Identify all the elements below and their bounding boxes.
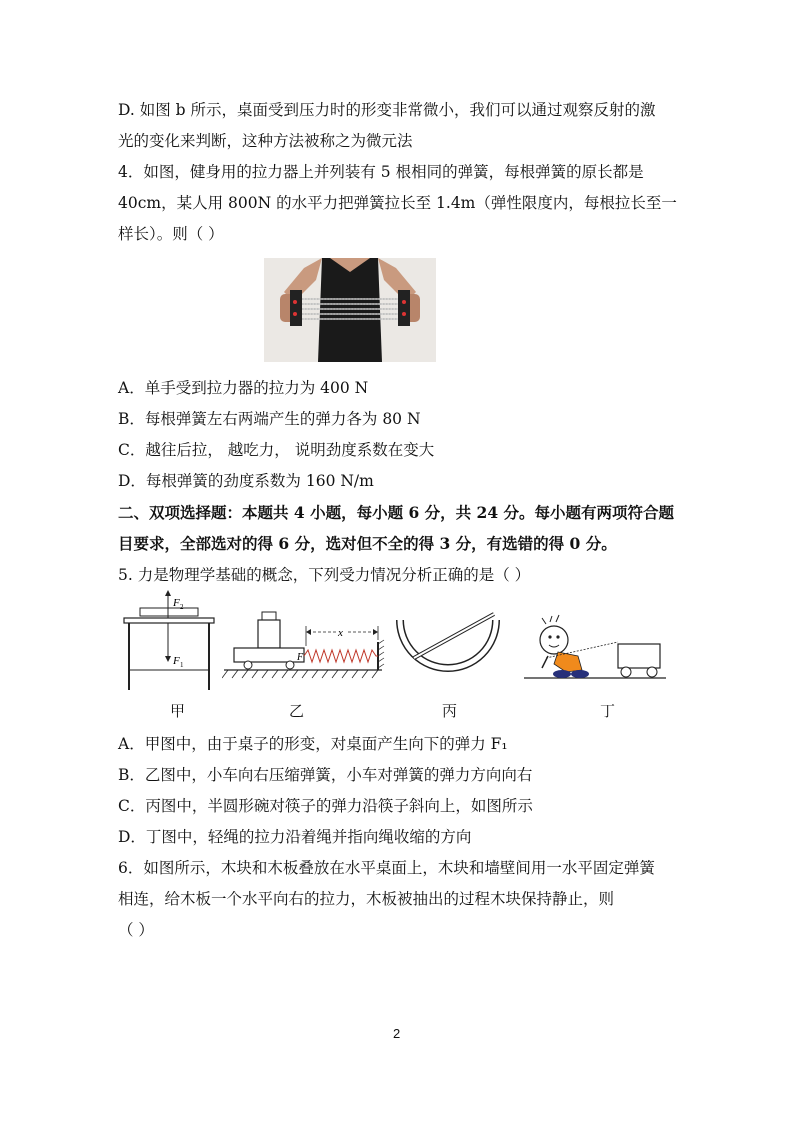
label-f2: F: [173, 597, 180, 609]
option-5b: B．乙图中，小车向右压缩弹簧，小车对弹簧的弹力方向向右: [118, 766, 533, 784]
label-x: x: [338, 627, 343, 639]
label-f1-sub: 1: [180, 661, 184, 669]
question-6-stem-end: （ ）: [118, 921, 154, 939]
option-4b: B．每根弹簧左右两端产生的弹力各为 80 N: [118, 410, 421, 428]
question-4-stem-cont: 40cm，某人用 800N 的水平力把弹簧拉长至 1.4m（弹性限度内，每根拉长至一: [118, 194, 677, 212]
question-4-stem: 4．如图，健身用的拉力器上并列装有 5 根相同的弹簧，每根弹簧的原长都是: [118, 163, 644, 181]
option-5a: A．甲图中，由于桌子的形变，对桌面产生向下的弹力 F₁: [118, 735, 508, 753]
caption-bing: 丙: [442, 702, 458, 720]
diagram-jia: [120, 590, 220, 695]
option-4a: A．单手受到拉力器的拉力为 400 N: [118, 379, 369, 397]
option-d-text: D. 如图 b 所示，桌面受到压力时的形变非常微小，我们可以通过观察反射的激: [118, 101, 656, 119]
page-number: 2: [393, 1026, 401, 1041]
diagram-ding: [522, 590, 668, 695]
caption-jia: 甲: [170, 702, 186, 720]
question-6-stem-cont: 相连，给木板一个水平向右的拉力，木板被抽出的过程木块保持静止，则: [118, 890, 615, 908]
question-5-stem: 5. 力是物理学基础的概念，下列受力情况分析正确的是（ ）: [118, 566, 531, 584]
caption-ding: 丁: [600, 702, 616, 720]
option-4c: C．越往后拉， 越吃力， 说明劲度系数在变大: [118, 441, 435, 459]
option-4d: D．每根弹簧的劲度系数为 160 N/m: [118, 472, 374, 490]
diagram-yi: [222, 590, 388, 695]
label-f2-sub: 2: [180, 603, 184, 611]
option-5c: C．丙图中，半圆形碗对筷子的弹力沿筷子斜向上，如图所示: [118, 797, 533, 815]
label-f1: F: [173, 655, 180, 667]
diagram-bing: [396, 590, 500, 695]
option-d-text-cont: 光的变化来判断，这种方法被称之为微元法: [118, 132, 413, 150]
section-2-heading: 二、双项选择题：本题共 4 小题，每小题 6 分，共 24 分。每小题有两项符合题: [118, 503, 675, 522]
chest-expander-photo: [264, 258, 436, 362]
option-5d: D．丁图中，轻绳的拉力沿着绳并指向绳收缩的方向: [118, 828, 472, 846]
label-f: F: [297, 652, 304, 663]
caption-yi: 乙: [289, 702, 305, 720]
section-2-heading-cont: 目要求，全部选对的得 6 分，选对但不全的得 3 分，有选错的得 0 分。: [118, 534, 617, 553]
question-4-stem-end: 样长）。则（ ）: [118, 225, 224, 243]
question-6-stem: 6．如图所示，木块和木板叠放在水平桌面上，木块和墙壁间用一水平固定弹簧: [118, 859, 655, 877]
